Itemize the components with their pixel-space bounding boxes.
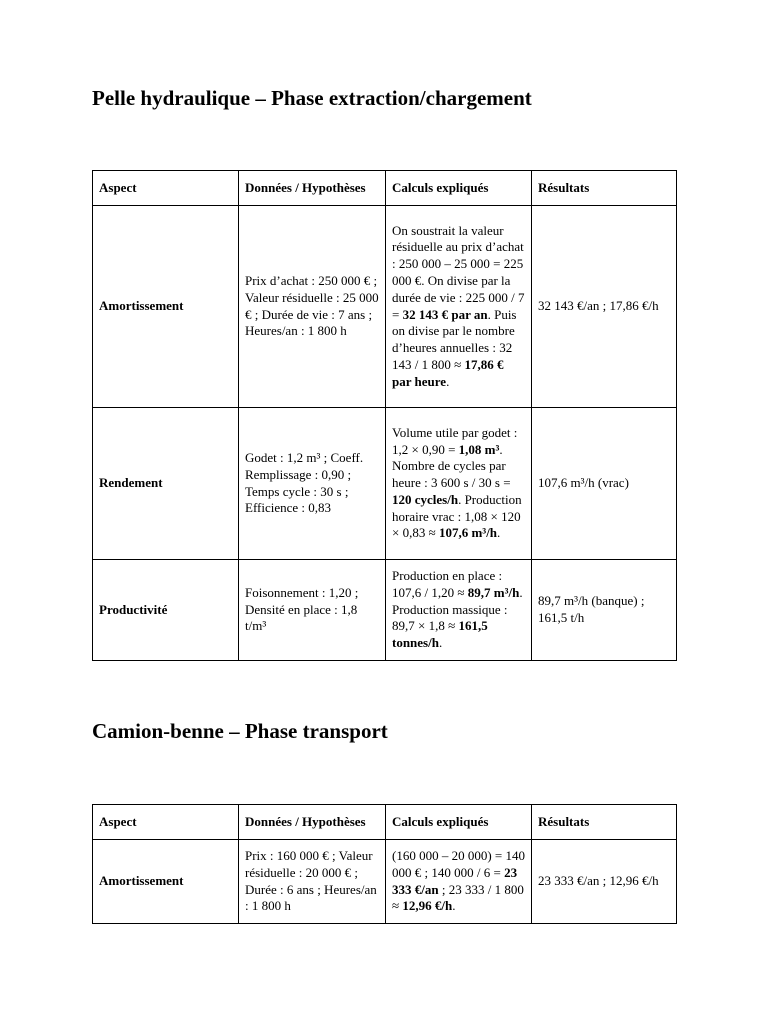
header-donnees: Données / Hypothèses bbox=[239, 171, 386, 206]
table-row bbox=[93, 408, 677, 560]
calc-text: . Production horaire vrac : 1,08 × 120 × 0,83 ≈ bbox=[392, 491, 522, 541]
cell-resultats: 89,7 m³/h (banque) ; 161,5 t/h bbox=[532, 560, 677, 661]
cell-donnees: Foisonnement : 1,20 ; Densité en place : 1,8 t/m³ bbox=[239, 560, 386, 661]
calc-result-emphasis: 107,6 m³/h bbox=[438, 525, 498, 541]
section-title-camion: Camion-benne – Phase transport bbox=[92, 719, 388, 743]
cell-calculs bbox=[386, 560, 532, 661]
calc-result-emphasis: 32 143 € par an bbox=[402, 306, 488, 322]
calc-text: Production en place : 107,6 / 1,20 ≈ bbox=[392, 568, 503, 600]
cell-aspect: Amortissement bbox=[93, 206, 239, 408]
table-header-row bbox=[93, 805, 677, 840]
header-calculs: Calculs expliqués bbox=[386, 171, 532, 206]
table-row bbox=[93, 840, 677, 924]
calc-text: . bbox=[452, 898, 456, 914]
cell-resultats: 107,6 m³/h (vrac) bbox=[532, 408, 677, 560]
calc-text: . bbox=[497, 525, 501, 541]
calc-result-emphasis: 17,86 € par heure bbox=[392, 356, 504, 389]
cell-calculs bbox=[386, 840, 532, 924]
table-row bbox=[93, 206, 677, 408]
calc-text: . bbox=[446, 373, 450, 389]
calc-text: ; 23 333 / 1 800 ≈ bbox=[392, 881, 524, 914]
header-donnees: Données / Hypothèses bbox=[239, 805, 386, 840]
cell-donnees: Prix : 160 000 € ; Valeur résiduelle : 20 000 € ; Durée : 6 ans ; Heures/an : 1 800 h bbox=[239, 840, 386, 924]
calc-result-emphasis: 1,08 m³ bbox=[458, 441, 500, 457]
header-aspect: Aspect bbox=[93, 171, 239, 206]
table-row bbox=[93, 560, 677, 661]
calc-text: (160 000 – 20 000) = 140 000 € ; 140 000 / 6 = bbox=[392, 847, 525, 880]
cell-aspect: Amortissement bbox=[93, 840, 239, 924]
cell-resultats: 23 333 €/an ; 12,96 €/h bbox=[532, 840, 677, 924]
calc-text: Volume utile par godet : 1,2 × 0,90 = bbox=[392, 424, 518, 457]
table-pelle bbox=[92, 170, 677, 661]
cell-calculs bbox=[386, 408, 532, 560]
calc-text: . Nombre de cycles par heure : 3 600 s / 30 s = bbox=[392, 441, 511, 491]
calc-result-emphasis: 89,7 m³/h bbox=[467, 584, 520, 600]
calc-result-emphasis: 120 cycles/h bbox=[392, 491, 459, 507]
header-resultats: Résultats bbox=[532, 805, 677, 840]
calc-text: On soustrait la valeur résiduelle au prix d’achat : 250 000 – 25 000 = 225 000 €. On divise par la durée de vie : 225 000 / 7 = bbox=[392, 222, 525, 322]
header-resultats: Résultats bbox=[532, 171, 677, 206]
calc-text: . Production massique : 89,7 × 1,8 ≈ bbox=[392, 584, 523, 634]
calc-result-emphasis: 23 333 €/an bbox=[392, 864, 518, 897]
table-camion bbox=[92, 804, 677, 924]
cell-aspect: Rendement bbox=[93, 408, 239, 560]
table-header-row bbox=[93, 171, 677, 206]
section-title-pelle: Pelle hydraulique – Phase extraction/chargement bbox=[92, 86, 532, 110]
calc-text: . Puis on divise par le nombre d’heures annuelles : 32 143 / 1 800 ≈ bbox=[392, 306, 517, 372]
header-aspect: Aspect bbox=[93, 805, 239, 840]
calc-text: . bbox=[438, 635, 443, 651]
calc-result-emphasis: 12,96 €/h bbox=[402, 898, 453, 914]
cell-donnees: Prix d’achat : 250 000 € ; Valeur résiduelle : 25 000 € ; Durée de vie : 7 ans ; Heures/an : 1 800 h bbox=[239, 206, 386, 408]
header-calculs: Calculs expliqués bbox=[386, 805, 532, 840]
cell-aspect: Productivité bbox=[93, 560, 239, 661]
cell-resultats: 32 143 €/an ; 17,86 €/h bbox=[532, 206, 677, 408]
calc-result-emphasis: 161,5 tonnes/h bbox=[392, 618, 488, 651]
cell-donnees: Godet : 1,2 m³ ; Coeff. Remplissage : 0,90 ; Temps cycle : 30 s ; Efficience : 0,83 bbox=[239, 408, 386, 560]
cell-calculs bbox=[386, 206, 532, 408]
